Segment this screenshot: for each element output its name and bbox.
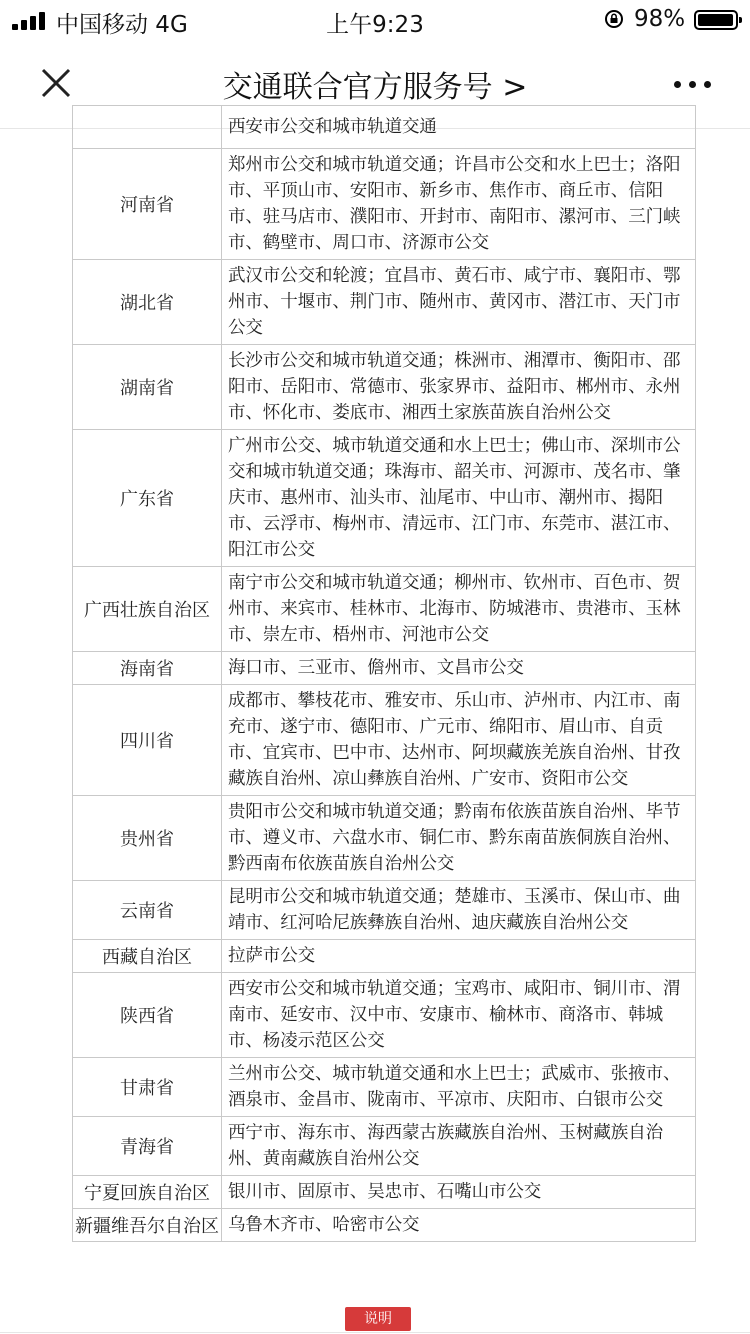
province-cell: 四川省: [73, 685, 222, 796]
cities-cell: 广州市公交、城市轨道交通和水上巴士；佛山市、深圳市公交和城市轨道交通；珠海市、韶关市、河源市、茂名市、肇庆市、惠州市、汕头市、汕尾市、中山市、潮州市、揭阳市、云浮市、梅州市、清远市、江门市、东莞市、湛江市、阳江市公交: [222, 430, 696, 567]
table-row: [73, 149, 696, 260]
table-row: [73, 973, 696, 1058]
province-cell: 陕西省: [73, 973, 222, 1058]
province-cell: 云南省: [73, 881, 222, 940]
cities-cell: 西宁市、海东市、海西蒙古族藏族自治州、玉树藏族自治州、黄南藏族自治州公交: [222, 1117, 696, 1176]
province-cell: 湖南省: [73, 345, 222, 430]
province-cell: 广东省: [73, 430, 222, 567]
cities-cell: 南宁市公交和城市轨道交通；柳州市、钦州市、百色市、贺州市、来宾市、桂林市、北海市、防城港市、贵港市、玉林市、崇左市、梧州市、河池市公交: [222, 567, 696, 652]
table-row: [73, 260, 696, 345]
cut-off-row-text: 西安市公交和城市轨道交通: [222, 106, 696, 149]
cities-cell: 海口市、三亚市、儋州市、文昌市公交: [222, 652, 696, 685]
cities-cell: 成都市、攀枝花市、雅安市、乐山市、泸州市、内江市、南充市、遂宁市、德阳市、广元市、绵阳市、眉山市、自贡市、宜宾市、巴中市、达州市、阿坝藏族羌族自治州、甘孜藏族自治州、凉山彝族自治州、广安市、资阳市公交: [222, 685, 696, 796]
province-cell: 湖北省: [73, 260, 222, 345]
carrier-label: 中国移动 4G: [56, 12, 188, 38]
table-row: [73, 1209, 696, 1242]
status-bar: [0, 0, 750, 40]
province-cell: 西藏自治区: [73, 940, 222, 973]
table-row: [73, 1058, 696, 1117]
province-cell: 广西壮族自治区: [73, 567, 222, 652]
table-row: [73, 652, 696, 685]
close-icon: [28, 60, 84, 108]
cities-cell: 兰州市公交、城市轨道交通和水上巴士；武威市、张掖市、酒泉市、金昌市、陇南市、平凉市、庆阳市、白银市公交: [222, 1058, 696, 1117]
cities-cell: 长沙市公交和城市轨道交通；株洲市、湘潭市、衡阳市、邵阳市、岳阳市、常德市、张家界市、益阳市、郴州市、永州市、怀化市、娄底市、湘西土家族苗族自治州公交: [222, 345, 696, 430]
city-coverage-table: [72, 105, 684, 1242]
table-row: [73, 567, 696, 652]
table-row: [73, 685, 696, 796]
battery-percentage: 98%: [634, 6, 686, 32]
cities-cell: 贵阳市公交和城市轨道交通；黔南布依族苗族自治州、毕节市、遵义市、六盘水市、铜仁市、黔东南苗族侗族自治州、黔西南布依族苗族自治州公交: [222, 796, 696, 881]
cities-cell: 拉萨市公交: [222, 940, 696, 973]
account-title-link[interactable]: 交通联合官方服务号 >: [222, 70, 528, 105]
province-cell: 贵州省: [73, 796, 222, 881]
clock: 上午9:23: [326, 12, 424, 38]
table-row: [73, 106, 696, 149]
cities-cell: 武汉市公交和轮渡；宜昌市、黄石市、咸宁市、襄阳市、鄂州市、十堰市、荆门市、随州市、黄冈市、潜江市、天门市公交: [222, 260, 696, 345]
battery-icon: [694, 10, 738, 30]
table-row: [73, 1117, 696, 1176]
note-button[interactable]: 说明: [345, 1307, 411, 1331]
table-row: [73, 940, 696, 973]
table-row: [73, 1176, 696, 1209]
cities-cell: 银川市、固原市、吴忠市、石嘴山市公交: [222, 1176, 696, 1209]
province-cell: 河南省: [73, 149, 222, 260]
table-row: [73, 796, 696, 881]
table-row: [73, 430, 696, 567]
cities-cell: 乌鲁木齐市、哈密市公交: [222, 1209, 696, 1242]
cities-cell: 昆明市公交和城市轨道交通；楚雄市、玉溪市、保山市、曲靖市、红河哈尼族彝族自治州、迪庆藏族自治州公交: [222, 881, 696, 940]
province-cell: 青海省: [73, 1117, 222, 1176]
cities-cell: 西安市公交和城市轨道交通；宝鸡市、咸阳市、铜川市、渭南市、延安市、汉中市、安康市、榆林市、商洛市、韩城市、杨凌示范区公交: [222, 973, 696, 1058]
close-button[interactable]: [28, 60, 84, 108]
province-cell: 海南省: [73, 652, 222, 685]
article-content[interactable]: [0, 117, 750, 1334]
divider: [0, 1332, 750, 1333]
province-cell: 甘肃省: [73, 1058, 222, 1117]
table-row: [73, 881, 696, 940]
more-options-button[interactable]: [668, 68, 718, 100]
province-cell: 宁夏回族自治区: [73, 1176, 222, 1209]
province-cell: 新疆维吾尔自治区: [73, 1209, 222, 1242]
rotation-lock-icon: [604, 9, 624, 29]
table-row: [73, 345, 696, 430]
cities-cell: 郑州市公交和城市轨道交通；许昌市公交和水上巴士；洛阳市、平顶山市、安阳市、新乡市、焦作市、商丘市、信阳市、驻马店市、濮阳市、开封市、南阳市、漯河市、三门峡市、鹤壁市、周口市、济源市公交: [222, 149, 696, 260]
